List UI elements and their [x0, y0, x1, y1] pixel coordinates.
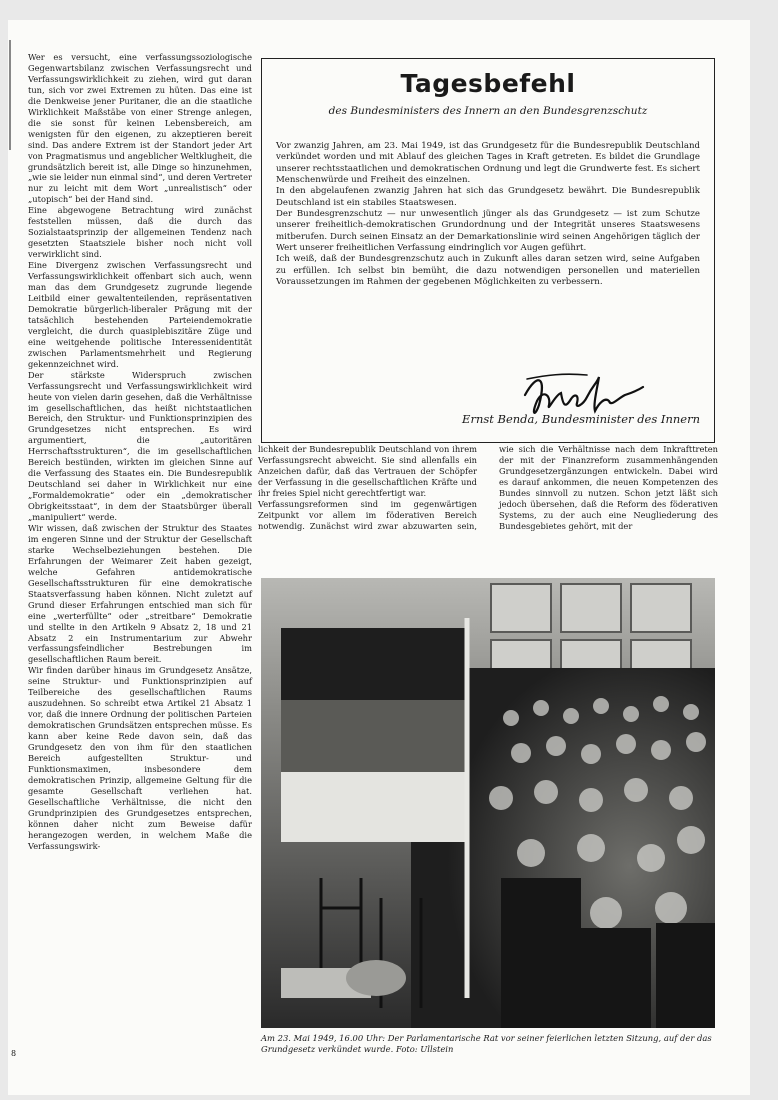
paragraph: lichkeit der Bundesrepublik Deutschland von ihrem Verfassungsrecht abweicht. Sie sind allenfalls ein Anzeichen dafür, daß das Vertrauen der Schöpfer der Verfassung in die gesellschaftlichen Kräfte und ihr freies Spiel nicht gerechtfertigt war.: [258, 444, 477, 498]
paragraph: Wir finden darüber hinaus im Grundgesetz Ansätze, seine Struktur- und Funktionsprinzipien auf Teilbereiche des gesellschaftlichen Raums auszudehnen. So schreibt etwa Artikel 21 Absatz 1 vor, daß die innere Ordnung der politischen Parteien demokratischen Grundsätzen entsprechen müsse. Es kann aber keine Rede davon sein, daß das Grundgesetz den von ihm für den staatlichen Bereich aufgestellten Struktur- und Funktionsmaximen, insbesondere dem demokratischen Prinzip, allgemeine Geltung für die gesamte Gesellschaft verliehen hat. Gesellschaftliche Verhältnisse, die nicht den Grundprinzipien des Grundgesetzes entsprechen, können daher nicht zum Beweise dafür herangezogen werden, in welchem Maße die Verfassungswirk-: [28, 665, 252, 851]
paragraph: In den abgelaufenen zwanzig Jahren hat sich das Grundgesetz bewährt. Die Bundesrepublik Deutschland ist ein stabiles Staatswesen.: [276, 186, 700, 208]
photo-parliamentary-council: [261, 578, 715, 1028]
paragraph: Ich weiß, daß der Bundesgrenzschutz auch in Zukunft alles daran setzen wird, seine Aufgaben zu erfüllen. Ich selbst bin bemüht, die dazu notwendigen personellen und materiellen Voraussetzungen im Rahmen der gegebenen Möglichkeiten zu verbessern.: [276, 254, 700, 288]
paragraph: Eine Divergenz zwischen Verfassungsrecht und Verfassungswirklichkeit offenbart sich auch, wenn man das dem Grundgesetz zugrunde liegende Leitbild einer gewaltenteilenden, repräsentativen Demokratie bürgerlich-liberaler Prägung mit der tatsächlich bestehenden Parteiendemokratie vergleicht, die durch quasiplebiszitäre Züge und eine weitgehende politische Interessenidentität zwischen Parlamentsmehrheit und Regierung gekennzeichnet wird.: [28, 260, 252, 369]
tagesbefehl-box: [261, 58, 715, 443]
box-subtitle: des Bundesministers des Innern an den Bundesgrenzschutz: [328, 105, 648, 117]
page-number: 8: [11, 1049, 17, 1058]
signature-name: Ernst Benda, Bundesminister des Innern: [462, 412, 700, 426]
paragraph: Wer es versucht, eine verfassungssoziologische Gegenwartsbilanz zwischen Verfassungsrecht und Verfassungswirklichkeit zu ziehen, wird gut daran tun, sich vor zwei Extremen zu hüten. Das eine ist die Denkweise jener Puritaner, die an die staatliche Wirklichkeit Maßstäbe von einer Strenge anlegen, die sie sonst für keinen Lebensbereich, am wenigsten für den eigenen, zu akzeptieren bereit sind. Das andere Extrem ist der Standort jeder Art von Pragmatismus und angeblicher Weltklugheit, die grundsätzlich bereit ist, alle Dinge so hinzunehmen, „wie sie leider nun einmal sind“, und deren Vertreter nur zu leicht mit dem Wort „unrealistisch“ oder „utopisch“ bei der Hand sind.: [28, 52, 252, 205]
box-body: [276, 141, 700, 288]
box-title: Tagesbefehl: [400, 69, 576, 98]
paragraph: Der Bundesgrenzschutz — nur unwesentlich jünger als das Grundgesetz — ist zum Schutze unserer freiheitlich-demokratischen Grundordnung und der Integrität unseres Staatswesens mitberufen. Durch seinen Einsatz an der Demarkationslinie wird seinen Angehörigen täglich der Wert unserer freiheitlichen Verfassung eindringlich vor Augen geführt.: [276, 209, 700, 254]
document-page: [8, 20, 750, 1095]
page-edge-mark: [9, 40, 11, 150]
paragraph: Wir wissen, daß zwischen der Struktur des Staates im engeren Sinne und der Struktur der Gesellschaft starke Wechselbeziehungen bestehen. Die Erfahrungen der Weimarer Zeit haben gezeigt, welche Gefahren antidemokratische Gesellschaftsstrukturen für eine demokratische Staatsverfassung haben können. Nicht zuletzt auf Grund dieser Erfahrungen entschied man sich für eine „werterfüllte“ oder „streitbare“ Demokratie und stellte in den Artikeln 9 Absatz 2, 18 und 21 Absatz 2 ein Instrumentarium zur Abwehr verfassungsfeindlicher Bestrebungen im gesellschaftlichen Raum bereit.: [28, 522, 252, 665]
photo-image: [261, 578, 715, 1028]
middle-text-columns: [258, 444, 718, 589]
paragraph: Der stärkste Widerspruch zwischen Verfassungsrecht und Verfassungswirklichkeit wird heute von vielen darin gesehen, daß die Verhältnisse im gesellschaftlichen, das heißt nichtstaatlichen Bereich, den Struktur- und Funktionsprinzipien des Grundgesetzes nicht entsprechen. Es wird argumentiert, die „autoritären Herrschaftsstrukturen“, die im gesellschaftlichen Bereich bestünden, wirkten im gleichen Sinne auf die Verfassung des Staates ein. Die Bundesrepublik Deutschland sei daher in Wirklichkeit nur eine „Formaldemokratie“ oder ein „demokratischer Obrigkeitsstaat“, in dem der Staatsbürger überall „manipuliert“ werde.: [28, 369, 252, 523]
paragraph: Eine abgewogene Betrachtung wird zunächst feststellen müssen, daß die durch das Sozialstaatsprinzip der allgemeinen Tendenz nach gesetzten Staatsziele bisher noch nicht voll verwirklicht sind.: [28, 205, 252, 260]
paragraph: Vor zwanzig Jahren, am 23. Mai 1949, ist das Grundgesetz für die Bundesrepublik Deutschland verkündet worden und mit Ablauf des gleichen Tages in Kraft getreten. Es bildet die Grundlage unserer rechtsstaatlichen und demokratischen Ordnung und legt die Grundwerte fest. Es sichert Menschenwürde und Freiheit des einzelnen.: [276, 141, 700, 186]
paragraph: Verfassungsreformen sind im gegenwärtigen Zeitpunkt vor allem im föderativen Bereich notwendig. Zunächst wird zwar abzuwarten sein, wie sich die Verhältnisse nach dem Inkrafttreten der mit der Finanzreform zusammenhängenden Grundgesetzergänzungen entwickeln. Dabei wird es darauf ankommen, die neuen Kompetenzen des Bundes sinnvoll zu nutzen. Schon jetzt läßt sich jedoch übersehen, daß die Reform des föderativen Systems, zu der auch eine Neugliederung des Bundesgebietes gehört, mit der: [258, 444, 718, 531]
photo-caption: Am 23. Mai 1949, 16.00 Uhr: Der Parlamentarische Rat vor seiner feierlichen letzten Sitzung, auf der das Grundgesetz verkündet wurde. Foto: Ullstein: [261, 1033, 712, 1054]
left-text-column: [28, 52, 252, 852]
